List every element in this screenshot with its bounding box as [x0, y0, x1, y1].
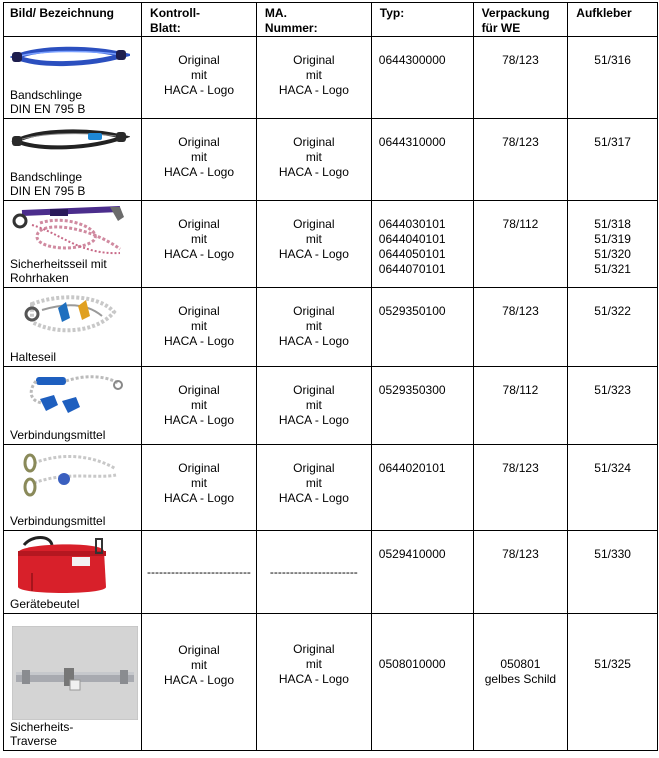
verpackung-cell: 78/123: [473, 37, 568, 119]
ma-nummer-cell: ----------------------: [256, 531, 371, 614]
typ-cell: 0508010000: [371, 614, 473, 751]
ma-nummer-cell: Original mit HACA - Logo: [256, 614, 371, 751]
verpackung-cell: 78/112: [473, 367, 568, 445]
header-aufkleber: Aufkleber: [568, 3, 658, 37]
verpackung-cell: 78/123: [473, 531, 568, 614]
spreader-beam-icon: [12, 626, 138, 720]
aufkleber-cell: 51/318 51/319 51/320 51/321: [568, 201, 658, 288]
header-ma-nummer: MA. Nummer:: [256, 3, 371, 37]
typ-cell: 0644310000: [371, 119, 473, 201]
ma-nummer-cell: Original mit HACA - Logo: [256, 119, 371, 201]
bild-cell: [4, 37, 142, 119]
table-row: [4, 531, 658, 614]
item-name-2: Traverse: [10, 734, 57, 748]
ma-nummer-cell: Original mit HACA - Logo: [256, 201, 371, 288]
bild-cell: [4, 201, 142, 288]
kontrollblatt-cell: Original mit HACA - Logo: [142, 367, 257, 445]
item-name: Verbindungsmittel: [10, 428, 106, 442]
item-name: Halteseil: [10, 350, 57, 364]
item-name: Sicherheitsseil mit: [10, 257, 107, 271]
header-verpackung: Verpackung für WE: [473, 3, 568, 37]
ma-nummer-cell: Original mit HACA - Logo: [256, 445, 371, 531]
item-name-2: Rohrhaken: [10, 271, 69, 285]
holding-rope-icon: [18, 292, 128, 340]
aufkleber-cell: 51/324: [568, 445, 658, 531]
bild-cell: [4, 119, 142, 201]
verpackung-cell: 78/123: [473, 288, 568, 367]
typ-cell: 0529350300: [371, 367, 473, 445]
bild-cell: [4, 614, 142, 751]
kontrollblatt-cell: --------------------------: [142, 531, 257, 614]
kontrollblatt-cell: Original mit HACA - Logo: [142, 37, 257, 119]
item-name: Gerätebeutel: [10, 597, 80, 611]
item-name: Bandschlinge: [10, 170, 83, 184]
equipment-table: [3, 2, 658, 751]
item-name: Sicherheits-: [10, 720, 74, 734]
typ-cell: 0644300000: [371, 37, 473, 119]
lanyard-hooks-icon: [14, 371, 124, 417]
aufkleber-cell: 51/323: [568, 367, 658, 445]
equipment-bag-icon: [12, 533, 112, 597]
kontrollblatt-cell: Original mit HACA - Logo: [142, 614, 257, 751]
black-sling-icon: [10, 123, 130, 157]
verpackung-cell: 78/123: [473, 445, 568, 531]
verpackung-cell: 78/112: [473, 201, 568, 288]
typ-cell: 0644030101 0644040101 0644050101 0644070101: [371, 201, 473, 288]
kontrollblatt-cell: Original mit HACA - Logo: [142, 201, 257, 288]
typ-cell: 0529350100: [371, 288, 473, 367]
ma-nummer-cell: Original mit HACA - Logo: [256, 288, 371, 367]
table-row: [4, 445, 658, 531]
aufkleber-cell: 51/316: [568, 37, 658, 119]
bild-cell: [4, 445, 142, 531]
bild-cell: [4, 367, 142, 445]
header-bild: Bild/ Bezeichnung: [4, 3, 142, 37]
ma-nummer-cell: Original mit HACA - Logo: [256, 367, 371, 445]
kontrollblatt-cell: Original mit HACA - Logo: [142, 445, 257, 531]
aufkleber-cell: 51/325: [568, 614, 658, 751]
table-row: [4, 367, 658, 445]
verpackung-cell: 050801 gelbes Schild: [473, 614, 568, 751]
table-row: [4, 288, 658, 367]
kontrollblatt-cell: Original mit HACA - Logo: [142, 288, 257, 367]
header-kontrollblatt: Kontroll- Blatt:: [142, 3, 257, 37]
item-name: Verbindungsmittel: [10, 514, 106, 528]
typ-cell: 0529410000: [371, 531, 473, 614]
verpackung-cell: 78/123: [473, 119, 568, 201]
item-name: Bandschlinge: [10, 88, 83, 102]
aufkleber-cell: 51/330: [568, 531, 658, 614]
item-norm: DIN EN 795 B: [10, 102, 86, 116]
blue-sling-icon: [10, 41, 130, 73]
aufkleber-cell: 51/317: [568, 119, 658, 201]
aufkleber-cell: 51/322: [568, 288, 658, 367]
bild-cell: [4, 288, 142, 367]
table-row: [4, 614, 658, 751]
bild-cell: [4, 531, 142, 614]
kontrollblatt-cell: Original mit HACA - Logo: [142, 119, 257, 201]
header-typ: Typ:: [371, 3, 473, 37]
table-row: [4, 119, 658, 201]
header-row: [4, 3, 658, 37]
typ-cell: 0644020101: [371, 445, 473, 531]
table-row: [4, 37, 658, 119]
ma-nummer-cell: Original mit HACA - Logo: [256, 37, 371, 119]
lanyard-carabiner-icon: [16, 449, 126, 499]
table-row: [4, 201, 658, 288]
item-norm: DIN EN 795 B: [10, 184, 86, 198]
safety-rope-icon: [10, 203, 135, 257]
